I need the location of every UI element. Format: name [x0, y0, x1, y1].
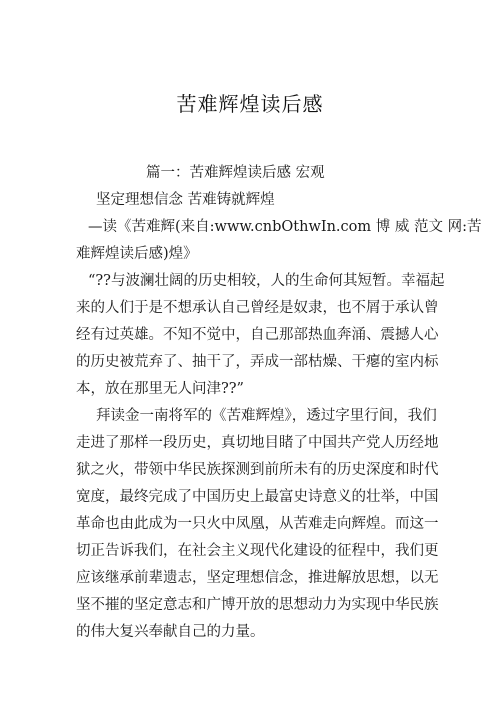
quote-line: 的历史被荒弃了、抽干了，弄成一部枯燥、干瘪的室内标 — [76, 354, 439, 370]
paragraph-line: 狱之火，带领中华民族探测到前所未有的历史深度和时代 — [76, 462, 439, 478]
paragraph-line: 拜读金一南将军的《苦难辉煌》，透过字里行间，我们 — [96, 408, 437, 424]
source-line-cont: 难辉煌读后感)煌》 — [76, 246, 198, 262]
paragraph-line: 切正告诉我们，在社会主义现代化建设的征程中，我们更 — [76, 543, 439, 559]
subtitle-line: 坚定理想信念 苦难铸就辉煌 — [96, 192, 275, 208]
paragraph-line: 应该继承前辈遗志，坚定理想信念，推进解放思想，以无 — [76, 570, 439, 586]
section-heading: 篇一：苦难辉煌读后感 宏观 — [146, 165, 325, 181]
quote-line: 本，放在那里无人问津??” — [76, 381, 244, 397]
document-title: 苦难辉煌读后感 — [176, 92, 324, 116]
paragraph-line: 的伟大复兴奉献自己的力量。 — [76, 624, 265, 640]
quote-line: “??与波澜壮阔的历史相较，人的生命何其短暂。幸福起 — [88, 273, 445, 289]
paragraph-line: 坚不摧的坚定意志和广博开放的思想动力为实现中华民族 — [76, 597, 439, 613]
paragraph-line: 宽度，最终完成了中国历史上最富史诗意义的壮举，中国 — [76, 489, 439, 505]
paragraph-line: 革命也由此成为一只火中凤凰，从苦难走向辉煌。而这一 — [76, 516, 439, 532]
quote-line: 经有过英雄。不知不觉中，自己那部热血奔涌、震撼人心 — [76, 327, 439, 343]
paragraph-line: 走进了那样一段历史，真切地目睹了中国共产党人历经地 — [76, 435, 439, 451]
source-line: —读《苦难辉(来自:www.cnbOthwIn.com 博 威 范文 网:苦 — [88, 219, 482, 235]
quote-line: 来的人们于是不想承认自己曾经是奴隶，也不屑于承认曾 — [76, 300, 439, 316]
